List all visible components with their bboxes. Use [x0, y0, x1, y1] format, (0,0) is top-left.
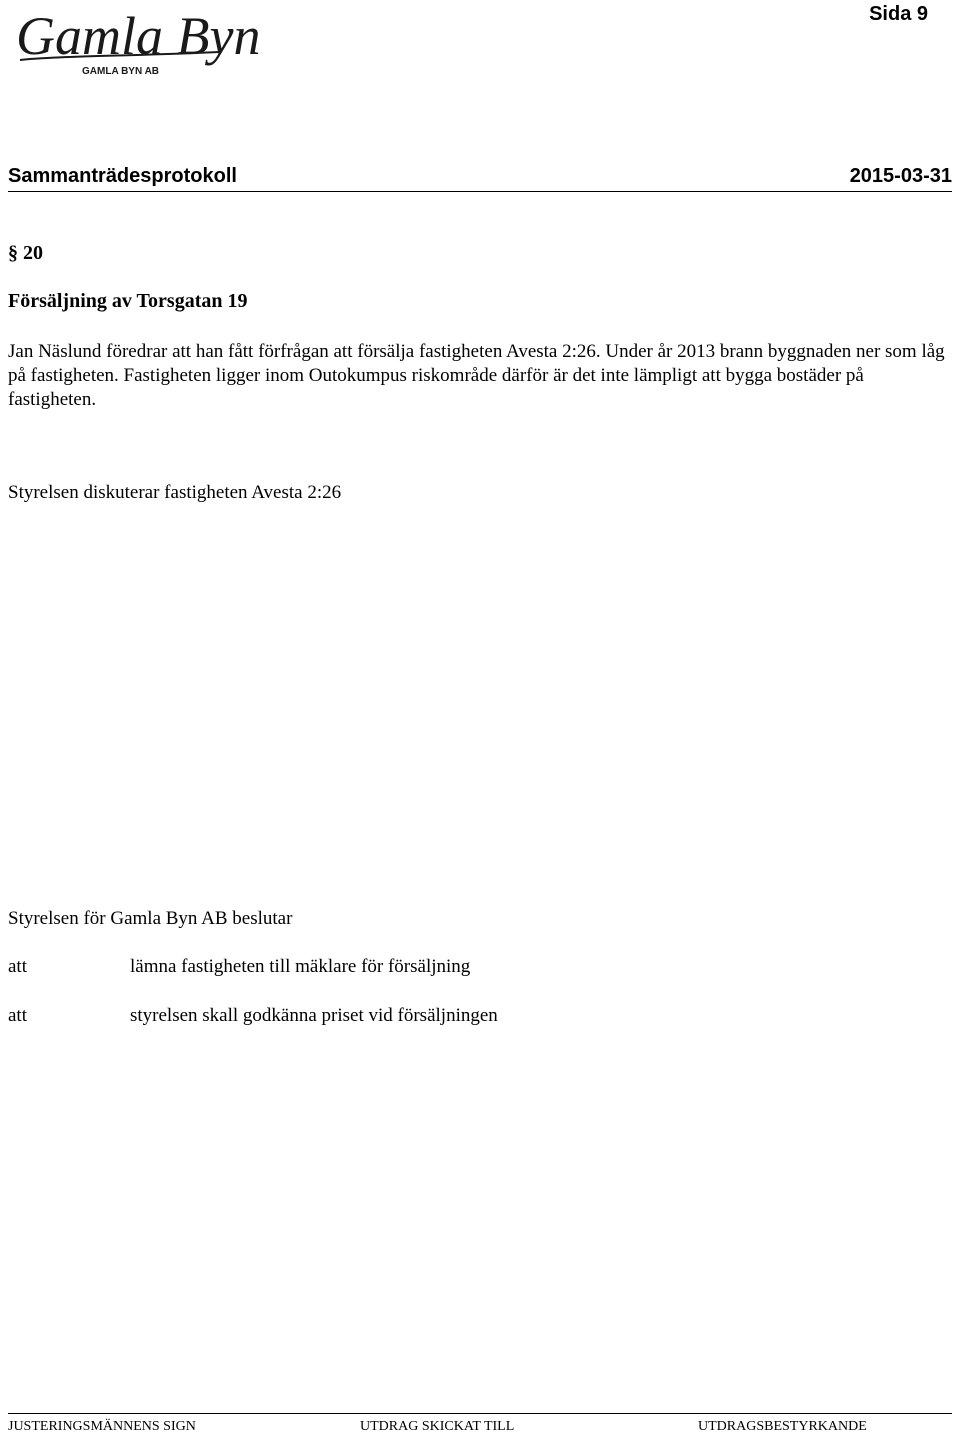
signature-footer	[8, 1413, 952, 1435]
gamla-byn-logo-graphic	[14, 2, 261, 80]
logo-script-text: Gamla Byn	[16, 6, 261, 66]
section-number: § 20	[8, 242, 43, 264]
discussion-text: Styrelsen diskuterar fastigheten Avesta 2:26	[8, 482, 342, 503]
section-title: Försäljning av Torsgatan 19	[8, 290, 248, 312]
section-body: Jan Näslund föredrar att han fått förfrågan att försälja fastigheten Avesta 2:26. Under år 2013 brann byggnaden ner som låg på fastigheten. Fastigheten ligger inom Outokumpus riskområde därför är det inte lämpligt att bygga bostäder på fastigheten.	[8, 341, 945, 410]
decision-prefix: att	[8, 956, 27, 977]
logo-company-text: GAMLA BYN AB	[82, 66, 160, 77]
decision-text: styrelsen skall godkänna priset vid försäljningen	[130, 1005, 498, 1026]
footer-sign: JUSTERINGSMÄNNENS SIGN	[8, 1419, 196, 1434]
decision-intro: Styrelsen för Gamla Byn AB beslutar	[8, 908, 293, 929]
page-number: Sida 9	[869, 3, 928, 25]
decision-prefix: att	[8, 1005, 27, 1026]
footer-sent-to: UTDRAG SKICKAT TILL	[360, 1419, 515, 1434]
company-logo	[14, 2, 261, 80]
decision-text: lämna fastigheten till mäklare för försäljning	[130, 956, 471, 977]
document-date: 2015-03-31	[849, 165, 952, 187]
document-header	[8, 165, 952, 192]
footer-certification: UTDRAGSBESTYRKANDE	[698, 1419, 867, 1434]
document-title: Sammanträdesprotokoll	[8, 165, 237, 187]
